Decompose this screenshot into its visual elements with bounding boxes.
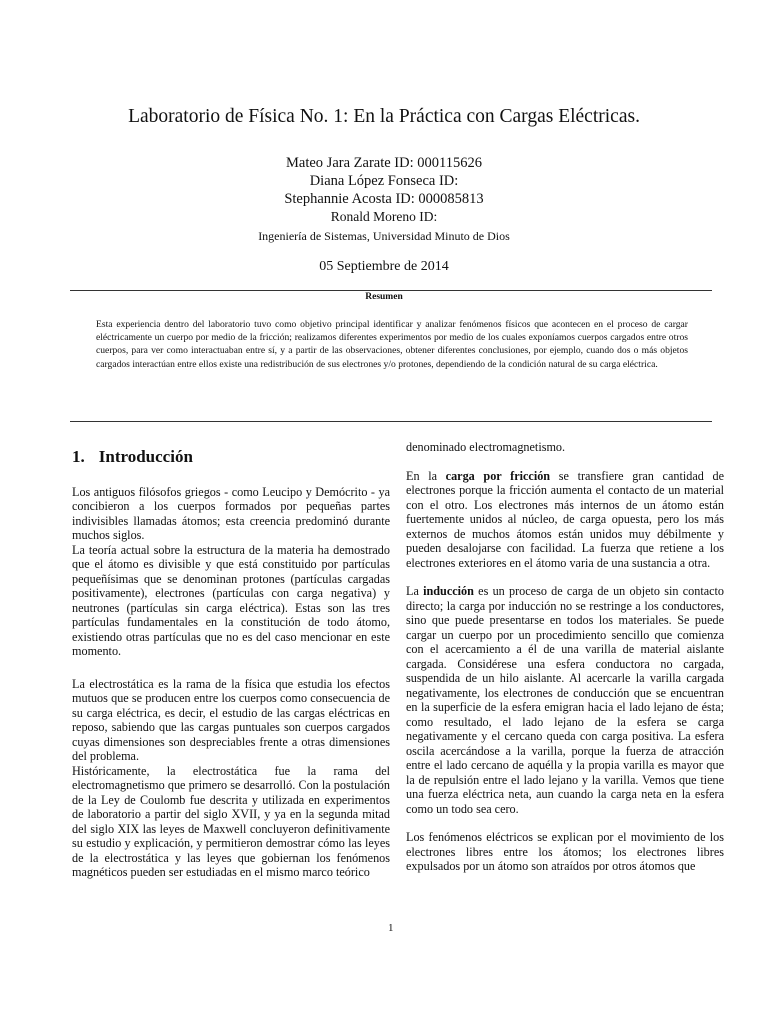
author-4: Ronald Moreno ID: (330, 209, 438, 224)
page-number: 1 (388, 922, 394, 934)
abstract-text: Esta experiencia dentro del laboratorio tuvo como objetivo principal identificar y analizar fenómenos físicos que acontecen en el proceso de cargar eléctricamente un cuerpo por medio de la fricción; realizamos diferentes experimentos por medio de los cuales exponíamos cuerpos cargados entre otros cuerpos, para ver como interactuaban entre sí, y a partir de las observaciones, obtener diferentes conclusiones, por ejemplo, cuando dos o más objetos cargados interactúan entre ellos existe una redistribución de sus electrones y/o protones, dependiendo de la condición natural de su carga eléctrica. (96, 319, 688, 370)
section-number: 1. (72, 447, 85, 466)
right-column (406, 440, 724, 874)
author-2: Diana López Fonseca ID: (309, 173, 459, 189)
abstract-heading: Resumen (365, 292, 403, 302)
friction-lead: En la (406, 468, 446, 483)
friction-term: carga por fricción (445, 468, 551, 483)
author-block (0, 154, 768, 226)
abstract-top-rule (70, 290, 712, 291)
author-3: Stephannie Acosta ID: 000085813 (284, 191, 484, 207)
section-title: Introducción (98, 447, 193, 466)
intro-paragraph-1: Los antiguos filósofos griegos - como Leucipo y Demócrito - ya concibieron a los cuerpos formados por pequeñas partes indivisibles llamadas átomos; esta creencia predominó durante muchos siglos. (72, 484, 390, 542)
induction-paragraph (406, 584, 724, 816)
induction-text: es un proceso de carga de un objeto sin contacto directo; la carga por inducción no se restringe a los conductores, sino que puede presentarse en todos los materiales. Se puede cargar un cuerpo por un procedimiento sencillo que comienza con el acercamiento a él de una varilla de material aislante cargada. Considérese una esfera conductora no cargada, suspendida de un hilo aislante. Al acercarle la varilla cargada negativamente, los electrones de conducción que se encuentran en la superficie de la esfera emigran hacia el lado lejano de ésta; como resultado, el lado lejano de la esfera se carga negativamente y el cercano queda con carga positiva. La esfera oscila acercándose a la varilla, porque la fuerza de atracción entre el lado cercano de aquélla y la propia varilla es mayor que la de repulsión entre el lado lejano y la varilla. Vemos que tiene una fuerza eléctrica neta, aun cuando la carga neta en la esfera como un todo sea cero. (406, 584, 724, 816)
right-paragraph-1: denominado electromagnetismo. (406, 440, 566, 454)
section-heading (72, 447, 390, 466)
friction-text: se transfiere gran cantidad de electrones porque la fricción aumenta el contacto de un material con el otro. Los electrones más internos de un átomo están fuertemente unidos al núcleo, de carga opuesta, pero los más externos de muchos átomos están unidos muy débilmente y pueden desalojarse con facilidad. La fuerza que retiene a los electrones exteriores en el átomo varia de una sustancia a otra. (406, 468, 725, 570)
induction-term: inducción (423, 584, 474, 598)
intro-paragraph-3: La electrostática es la rama de la física que estudia los efectos mutuos que se producen entre los cuerpos como consecuencia de su carga eléctrica, es decir, el estudio de las cargas eléctricas en reposo, sabiendo que las cargas puntuales son cuerpos cargados cuyas dimensiones son despreciables frente a otras dimensiones del problema. (72, 676, 390, 763)
author-1: Mateo Jara Zarate ID: 000115626 (286, 155, 482, 171)
friction-paragraph (406, 469, 724, 571)
left-column (72, 440, 390, 880)
intro-paragraph-2: La teoría actual sobre la estructura de la materia ha demostrado que el átomo es divisible y que está constituido por partículas pequeñísimas que se denominan protones (partículas cargadas positivamente), electrones (partículas con carga negativa) y neutrones (partículas sin carga eléctrica). Estas son las tres partículas fundamentales en la constitución de todo átomo, existiendo otras partículas que no es del caso mencionar en este momento. (72, 542, 390, 658)
paper-date: 05 Septiembre de 2014 (319, 259, 449, 274)
induction-lead: La (406, 584, 424, 598)
page-top-margin (0, 0, 768, 100)
affiliation: Ingeniería de Sistemas, Universidad Minuto de Dios (258, 229, 510, 243)
abstract-bottom-rule (70, 421, 712, 422)
electric-phenomena-paragraph: Los fenómenos eléctricos se explican por el movimiento de los electrones libres entre los átomos; los electrones libres expulsados por un átomo son atraídos por otros átomos que (406, 830, 724, 873)
intro-paragraph-4: Históricamente, la electrostática fue la rama del electromagnetismo que primero se desarrolló. Con la postulación de la Ley de Coulomb fue descrita y utilizada en experimentos de laboratorio a partir del siglo XVII, y ya en la segunda mitad del siglo XIX las leyes de Maxwell concluyeron definitivamente su estudio y explicación, y permitieron demostrar cómo las leyes de la electrostática y las leyes que gobiernan los fenómenos magnéticos pueden ser estudiadas en el mismo marco teórico (72, 763, 390, 879)
paper-title: Laboratorio de Física No. 1: En la Práctica con Cargas Eléctricas. (128, 106, 640, 127)
